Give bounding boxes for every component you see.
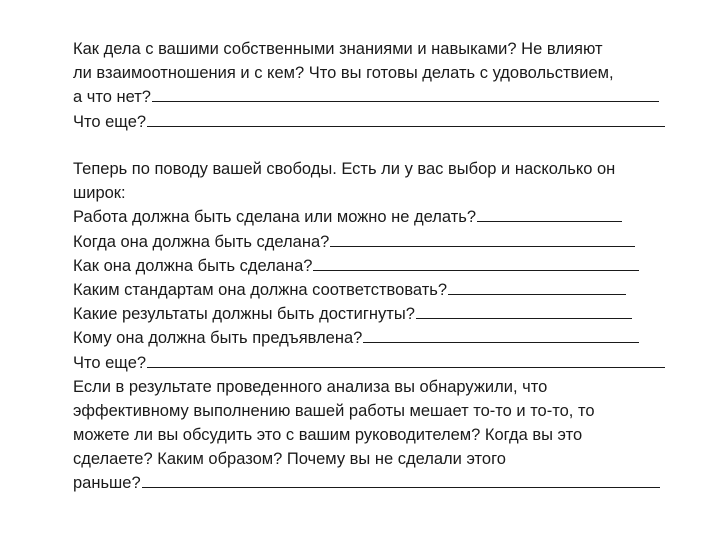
section-freedom <box>73 157 673 496</box>
answer-blank[interactable] <box>416 303 632 319</box>
answer-field-standards[interactable] <box>73 278 673 302</box>
field-label: Кому она должна быть предъявлена? <box>73 329 363 348</box>
field-label: а что нет? <box>73 88 151 107</box>
answer-field-results[interactable] <box>73 302 673 326</box>
paragraph-line: Если в результате проведенного анализа вы обнаружили, что <box>73 377 548 396</box>
answer-blank[interactable] <box>142 472 660 488</box>
answer-field-dislikes[interactable] <box>73 85 673 109</box>
paragraph-line: ли взаимоотношения и с кем? Что вы готовы делать с удовольствием, <box>73 64 614 83</box>
answer-field-earlier[interactable] <box>73 471 673 495</box>
answer-field-other[interactable] <box>73 110 673 134</box>
field-label: Работа должна быть сделана или можно не делать? <box>73 208 477 227</box>
paragraph-line: Теперь по поводу вашей свободы. Есть ли у вас выбор и насколько он <box>73 160 616 178</box>
answer-blank[interactable] <box>448 279 626 295</box>
section-skills <box>73 37 673 134</box>
paragraph-line: можете ли вы обсудить это с вашим руководителем? Когда вы это <box>73 426 583 445</box>
paragraph-line: широк: <box>73 184 126 203</box>
field-label: Какие результаты должны быть достигнуты? <box>73 305 415 324</box>
answer-field-other[interactable] <box>73 351 673 375</box>
answer-field-present-to[interactable] <box>73 326 673 350</box>
answer-field-when[interactable] <box>73 230 673 254</box>
field-label: раньше? <box>73 474 141 493</box>
answer-blank[interactable] <box>477 206 622 222</box>
answer-blank[interactable] <box>152 86 659 102</box>
field-label: Как она должна быть сделана? <box>73 256 313 275</box>
field-label: Что еще? <box>73 353 147 372</box>
paragraph-line: сделаете? Каким образом? Почему вы не сделали этого <box>73 450 506 469</box>
answer-blank[interactable] <box>147 352 665 368</box>
answer-blank[interactable] <box>313 255 639 271</box>
answer-blank[interactable] <box>147 111 665 127</box>
answer-field-how[interactable] <box>73 254 673 278</box>
answer-blank[interactable] <box>363 327 639 343</box>
answer-field-must-be-done[interactable] <box>73 205 673 229</box>
field-label: Что еще? <box>73 112 147 131</box>
answer-blank[interactable] <box>330 231 635 247</box>
field-label: Когда она должна быть сделана? <box>73 232 330 251</box>
field-label: Каким стандартам она должна соответствовать? <box>73 280 448 299</box>
paragraph-line: эффективному выполнению вашей работы мешает то-то и то-то, то <box>73 401 595 420</box>
paragraph-line: Как дела с вашими собственными знаниями и навыками? Не влияют <box>73 40 603 58</box>
